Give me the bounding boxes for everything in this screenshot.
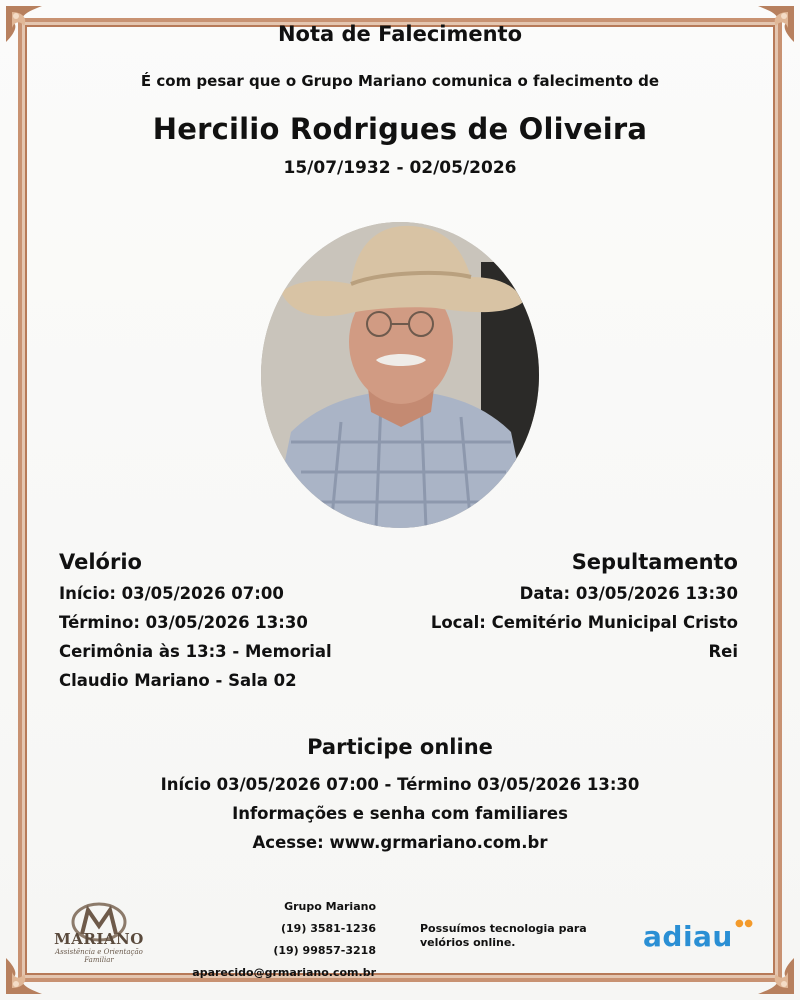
adiau-logo xyxy=(643,918,754,953)
online-heading: Participe online xyxy=(307,735,493,759)
corner-ornament-icon xyxy=(734,934,798,998)
mariano-logo-tagline: Assistência e Orientação Familiar xyxy=(55,948,143,964)
mariano-logo xyxy=(44,902,154,972)
contact-info xyxy=(156,896,376,984)
online-access-link[interactable]: Acesse: www.grmariano.com.br xyxy=(252,833,548,852)
phone-1[interactable]: (19) 3581-1236 xyxy=(281,922,376,935)
page-title: Nota de Falecimento xyxy=(277,22,523,46)
tech-note-line2: velórios online. xyxy=(420,936,516,949)
velorio-end: Término: 03/05/2026 13:30 xyxy=(59,613,308,632)
sepultamento-date: Data: 03/05/2026 13:30 xyxy=(519,584,738,603)
mariano-logo-word: MARIANO xyxy=(54,930,144,948)
velorio-location: Claudio Mariano - Sala 02 xyxy=(59,671,297,690)
online-info: Informações e senha com familiares xyxy=(232,804,568,823)
sepultamento-location-cont: Rei xyxy=(708,642,738,661)
sepultamento-heading: Sepultamento xyxy=(571,550,738,574)
sepultamento-section xyxy=(398,548,738,666)
online-schedule: Início 03/05/2026 07:00 - Término 03/05/2026 13:30 xyxy=(160,775,640,794)
adiau-logo-word: adiau xyxy=(643,920,733,953)
tech-note xyxy=(420,922,605,950)
portrait-photo xyxy=(261,222,539,528)
company-name: Grupo Mariano xyxy=(284,900,376,913)
velorio-ceremony: Cerimônia às 13:3 - Memorial xyxy=(59,642,332,661)
deceased-name: Hercilio Rodrigues de Oliveira xyxy=(152,112,648,146)
life-dates: 15/07/1932 - 02/05/2026 xyxy=(283,158,517,178)
intro-text: É com pesar que o Grupo Mariano comunica o falecimento de xyxy=(140,72,660,90)
tech-note-line1: Possuímos tecnologia para xyxy=(420,922,587,935)
velorio-start: Início: 03/05/2026 07:00 xyxy=(59,584,284,603)
velorio-heading: Velório xyxy=(59,550,142,574)
adiau-accent-icon: ●● xyxy=(735,918,754,929)
email-link[interactable]: aparecido@grmariano.com.br xyxy=(192,966,376,979)
phone-2[interactable]: (19) 99857-3218 xyxy=(273,944,376,957)
velorio-section xyxy=(59,548,359,695)
sepultamento-location: Local: Cemitério Municipal Cristo xyxy=(430,613,738,632)
